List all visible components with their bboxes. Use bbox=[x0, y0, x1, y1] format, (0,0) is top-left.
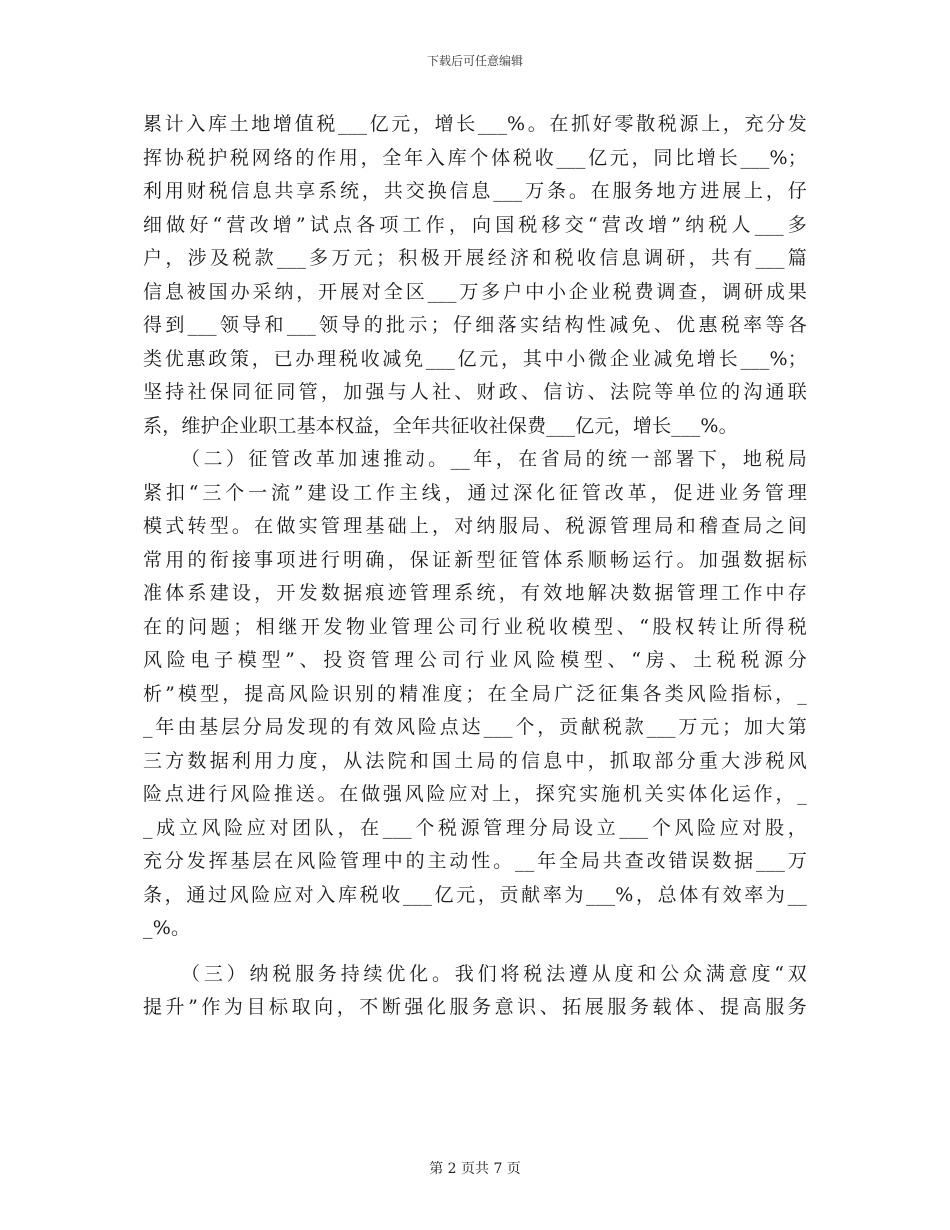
text-line: 条，通过风险应对入库税收___亿元，贡献率为___%，总体有效率为__ bbox=[143, 883, 807, 906]
text-line: _%。 bbox=[143, 917, 191, 939]
section-heading-line: （三）纳税服务持续优化。我们将税法遵从度和公众满意度“双 bbox=[181, 962, 807, 985]
text-line: 紧扣“三个一流”建设工作主线，通过深化征管改革，促进业务管理 bbox=[143, 481, 807, 504]
text-line: 得到___领导和___领导的批示；仔细落实结构性减免、优惠税率等各 bbox=[143, 314, 807, 336]
text-line: 在的问题；相继开发物业管理公司行业税收模型、“股权转让所得税 bbox=[143, 615, 807, 638]
text-line: 险点进行风险推送。在做强风险应对上，探究实施机关实体化运作，_ bbox=[143, 783, 807, 805]
text-line: 准体系建设，开发数据痕迹管理系统，有效地解决数据管理工作中存 bbox=[143, 582, 807, 604]
text-line: 模式转型。在做实管理基础上，对纳服局、税源管理局和稽查局之间 bbox=[143, 515, 807, 537]
text-line: 类优惠政策，已办理税收减免___亿元，其中小微企业减免增长___%； bbox=[143, 347, 807, 370]
text-line: 信息被国办采纳，开展对全区___万多户中小企业税费调查，调研成果 bbox=[143, 280, 807, 303]
text-line: 析”模型，提高风险识别的精准度；在全局广泛征集各类风险指标，_ bbox=[143, 682, 807, 705]
page-header: 下载后可任意编辑 bbox=[426, 54, 523, 68]
text-line: 常用的衔接事项进行明确，保证新型征管体系顺畅运行。加强数据标 bbox=[143, 548, 807, 571]
text-line: 系，维护企业职工基本权益，全年共征收社保费___亿元，增长___%。 bbox=[143, 414, 738, 437]
text-line: _成立风险应对团队，在___个税源管理分局设立___个风险应对股， bbox=[143, 816, 807, 839]
text-line: 累计入库土地增值税___亿元，增长___%。在抓好零散税源上，充分发 bbox=[143, 113, 807, 135]
section-heading-line: （二）征管改革加速推动。__年，在省局的统一部署下，地税局 bbox=[181, 448, 807, 470]
page-number: 第 2 页共 7 页 bbox=[429, 1161, 521, 1177]
text-line: _年由基层分局发现的有效风险点达___个，贡献税款___万元；加大第 bbox=[143, 716, 807, 738]
text-line: 坚持社保同征同管，加强与人社、财政、信访、法院等单位的沟通联 bbox=[143, 381, 807, 403]
text-line: 三方数据利用力度，从法院和国土局的信息中，抓取部分重大涉税风 bbox=[143, 749, 807, 772]
text-line: 利用财税信息共享系统，共交换信息___万条。在服务地方进展上，仔 bbox=[143, 180, 807, 202]
document-body bbox=[143, 108, 807, 1025]
text-line: 提升”作为目标取向，不断强化服务意识、拓展服务载体、提高服务 bbox=[143, 996, 807, 1018]
text-line: 户，涉及税款___多万元；积极开展经济和税收信息调研，共有___篇 bbox=[143, 247, 807, 269]
text-line: 充分发挥基层在风险管理中的主动性。__年全局共查改错误数据___万 bbox=[143, 850, 807, 872]
text-line: 细做好“营改增”试点各项工作，向国税移交“营改增”纳税人___多 bbox=[143, 213, 807, 236]
text-line: 挥协税护税网络的作用，全年入库个体税收___亿元，同比增长___%； bbox=[143, 146, 807, 169]
text-line: 风险电子模型”、投资管理公司行业风险模型、“房、土税税源分 bbox=[143, 649, 807, 671]
